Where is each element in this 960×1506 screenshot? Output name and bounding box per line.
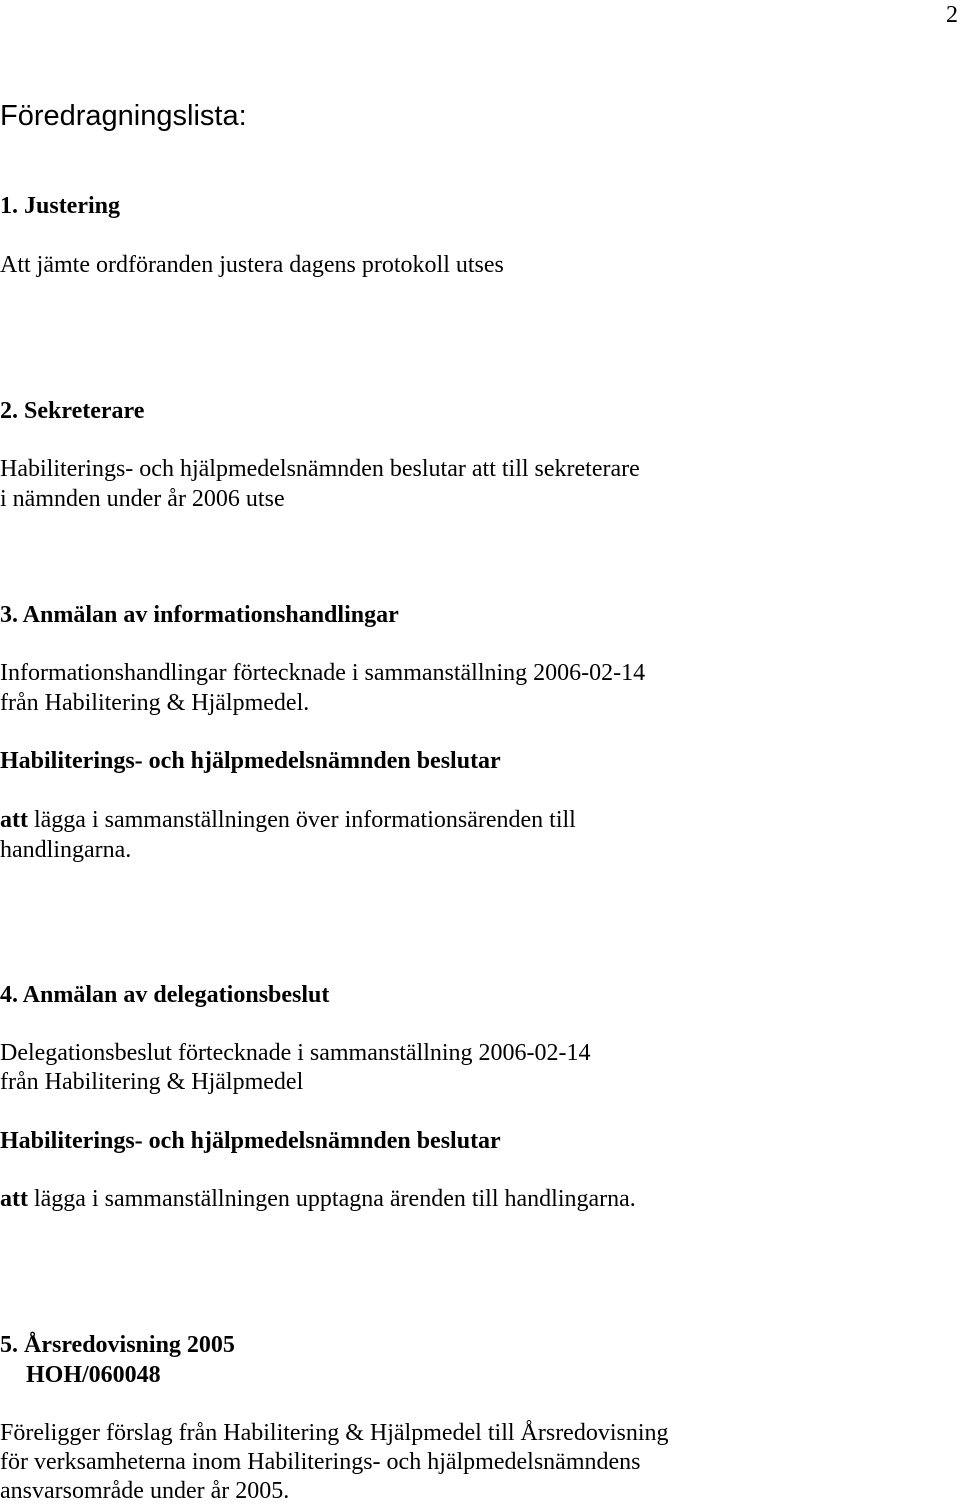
item-4-decision: Habiliterings- och hjälpmedelsnämnden beslutar xyxy=(0,1128,501,1154)
item-2-text-line1: Habiliterings- och hjälpmedelsnämnden beslutar att till sekreterare xyxy=(0,456,640,482)
item-4-text-line2: från Habilitering & Hjälpmedel xyxy=(0,1069,304,1095)
page-number: 2 xyxy=(946,2,958,28)
item-4-text-line1: Delegationsbeslut förtecknade i sammanställning 2006-02-14 xyxy=(0,1040,591,1066)
item-5-reference: HOH/060048 xyxy=(26,1362,161,1388)
item-3-resolution-line2: handlingarna. xyxy=(0,837,132,863)
item-4-att: att xyxy=(0,1186,28,1212)
item-2-heading: 2. Sekreterare xyxy=(0,398,145,424)
item-5-heading: 5. Årsredovisning 2005 xyxy=(0,1332,235,1358)
item-3-resolution-line1 xyxy=(0,805,576,835)
item-3-heading: 3. Anmälan av informationshandlingar xyxy=(0,602,399,628)
item-5-text-line3: ansvarsområde under år 2005. xyxy=(0,1478,290,1504)
item-4-resolution-text: lägga i sammanställningen upptagna ärenden till handlingarna. xyxy=(27,1186,636,1212)
item-4-heading: 4. Anmälan av delegationsbeslut xyxy=(0,982,330,1008)
item-5-text-line2: för verksamheterna inom Habiliterings- och hjälpmedelsnämndens xyxy=(0,1449,641,1475)
item-3-text-line1: Informationshandlingar förtecknade i sammanställning 2006-02-14 xyxy=(0,660,646,686)
item-1-heading: 1. Justering xyxy=(0,193,120,219)
item-3-text-line2: från Habilitering & Hjälpmedel. xyxy=(0,690,310,716)
item-2-text-line2: i nämnden under år 2006 utse xyxy=(0,486,285,512)
item-3-resolution-text: lägga i sammanställningen över informationsärenden till xyxy=(27,807,576,833)
item-3-att: att xyxy=(0,807,28,833)
item-3-decision: Habiliterings- och hjälpmedelsnämnden beslutar xyxy=(0,748,501,774)
item-4-resolution xyxy=(0,1184,636,1214)
item-1-text: Att jämte ordföranden justera dagens protokoll utses xyxy=(0,252,504,278)
item-5-text-line1: Föreligger förslag från Habilitering & Hjälpmedel till Årsredovisning xyxy=(0,1420,669,1446)
page-title: Föredragningslista: xyxy=(0,100,247,132)
